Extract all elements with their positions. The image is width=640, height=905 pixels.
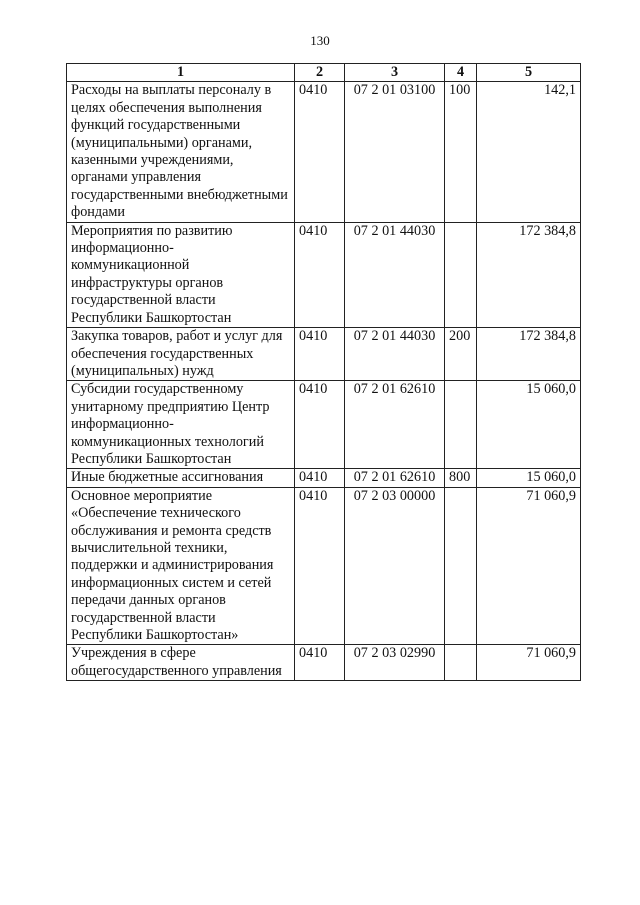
row-expense-type — [445, 487, 477, 645]
row-target-article: 07 2 01 44030 — [345, 222, 445, 327]
row-section: 0410 — [295, 645, 345, 681]
table-row — [67, 82, 581, 222]
table-row — [67, 645, 581, 681]
row-name: Субсидии государственному унитарному предприятию Центр информационно-коммуникационных технологий Республики Башкортостан — [67, 381, 295, 469]
row-target-article: 07 2 01 44030 — [345, 328, 445, 381]
row-name: Закупка товаров, работ и услуг для обеспечения государственных (муниципальных) нужд — [67, 328, 295, 381]
row-amount: 172 384,8 — [477, 222, 581, 327]
header-row — [67, 64, 581, 82]
row-expense-type: 100 — [445, 82, 477, 222]
row-expense-type — [445, 381, 477, 469]
header-cell-section: 2 — [295, 64, 345, 82]
row-name: Основное мероприятие «Обеспечение технического обслуживания и ремонта средств вычислительной техники, поддержки и администрирования информационных систем и сетей передачи данных органов государственной власти Республики Башкортостан» — [67, 487, 295, 645]
row-target-article: 07 2 01 62610 — [345, 469, 445, 487]
row-name: Учреждения в сфере общегосударственного управления — [67, 645, 295, 681]
page-number: 130 — [310, 33, 330, 48]
row-section: 0410 — [295, 222, 345, 327]
table-row — [67, 328, 581, 381]
row-amount: 71 060,9 — [477, 645, 581, 681]
header-cell-name: 1 — [67, 64, 295, 82]
row-section: 0410 — [295, 328, 345, 381]
budget-table — [66, 63, 581, 681]
row-expense-type: 200 — [445, 328, 477, 381]
table-row — [67, 469, 581, 487]
table-row — [67, 381, 581, 469]
row-amount: 142,1 — [477, 82, 581, 222]
row-amount: 71 060,9 — [477, 487, 581, 645]
row-section: 0410 — [295, 469, 345, 487]
header-cell-target-article: 3 — [345, 64, 445, 82]
row-amount: 15 060,0 — [477, 469, 581, 487]
row-name: Иные бюджетные ассигнования — [67, 469, 295, 487]
row-name: Расходы на выплаты персоналу в целях обеспечения выполнения функций государственными (муниципальными) органами, казенными учреждениями, органами управления государственными внебюджетными фондами — [67, 82, 295, 222]
row-section: 0410 — [295, 487, 345, 645]
header-cell-expense-type: 4 — [445, 64, 477, 82]
row-target-article: 07 2 01 03100 — [345, 82, 445, 222]
row-amount: 172 384,8 — [477, 328, 581, 381]
table-row — [67, 487, 581, 645]
row-name: Мероприятия по развитию информационно-коммуникационной инфраструктуры органов государственной власти Республики Башкортостан — [67, 222, 295, 327]
row-expense-type — [445, 645, 477, 681]
header-cell-amount: 5 — [477, 64, 581, 82]
table-row — [67, 222, 581, 327]
row-target-article: 07 2 03 00000 — [345, 487, 445, 645]
row-section: 0410 — [295, 82, 345, 222]
row-target-article: 07 2 03 02990 — [345, 645, 445, 681]
row-section: 0410 — [295, 381, 345, 469]
row-amount: 15 060,0 — [477, 381, 581, 469]
row-expense-type: 800 — [445, 469, 477, 487]
row-target-article: 07 2 01 62610 — [345, 381, 445, 469]
row-expense-type — [445, 222, 477, 327]
